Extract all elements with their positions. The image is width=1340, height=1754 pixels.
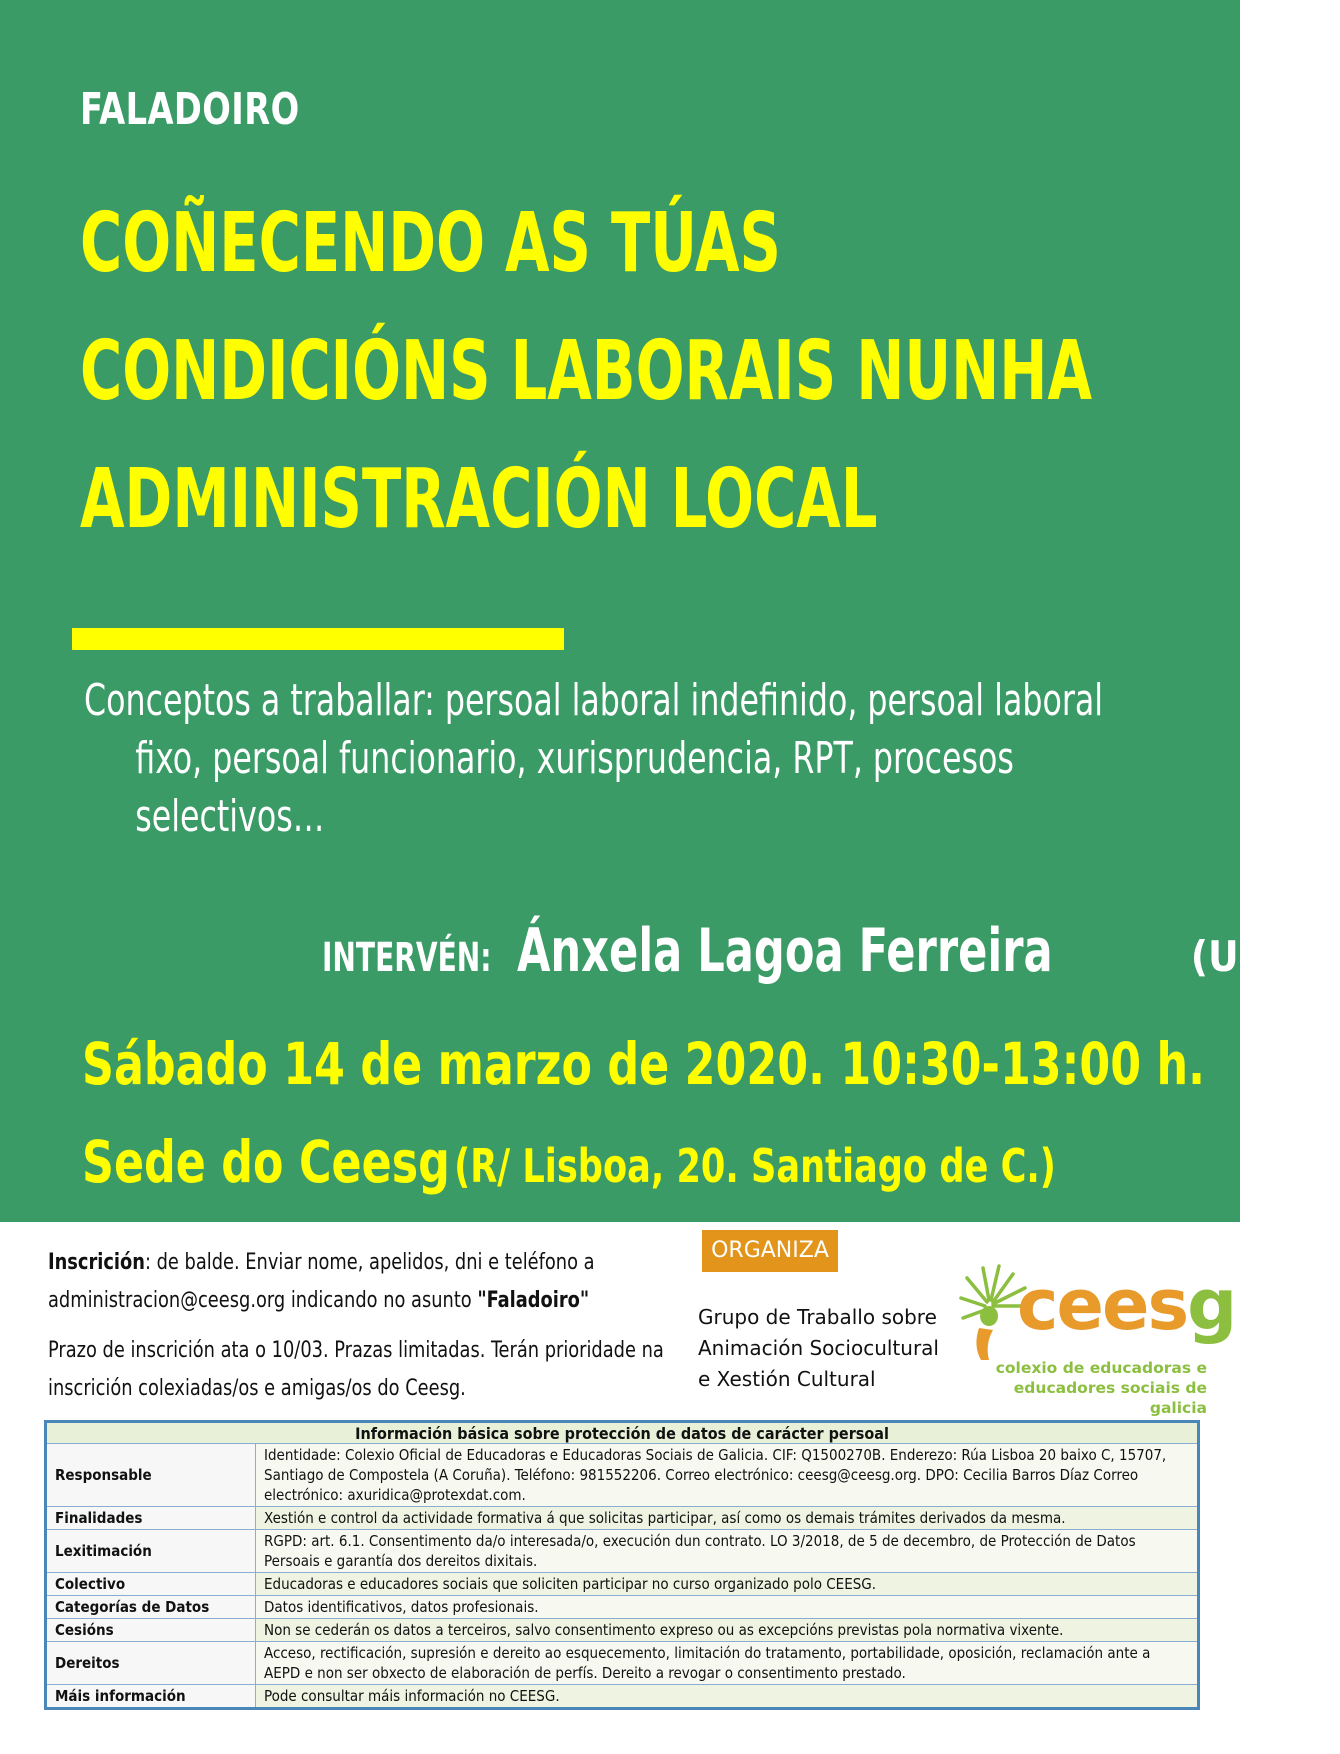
row-value: Datos identificativos, datos profesionais. <box>256 1596 1199 1619</box>
row-key: Máis información <box>46 1685 256 1709</box>
logo-subtitle <box>957 1358 1207 1418</box>
row-value: Pode consultar máis información no CEESG. <box>256 1685 1199 1709</box>
registration-label: Inscrición <box>48 1250 145 1275</box>
table-row <box>46 1507 1199 1530</box>
table-row <box>46 1530 1199 1573</box>
logo-sub-line-1: colexio de educadoras e <box>995 1359 1207 1377</box>
row-key: Responsable <box>46 1444 256 1507</box>
title-line-3: ADMINISTRACIÓN LOCAL <box>80 452 878 547</box>
row-key: Cesións <box>46 1619 256 1642</box>
table-row <box>46 1619 1199 1642</box>
registration-subject: "Faladoiro" <box>477 1288 590 1313</box>
concepts-text: Conceptos a traballar: persoal laboral indefinido, persoal laboral fixo, persoal funcionario, xurisprudencia, RPT, procesos selectivos… <box>84 675 1104 842</box>
speaker-label: INTERVÉN: <box>322 935 492 981</box>
row-value: Non se cederán os datos a terceiros, salvo consentimento expreso ou as excepcións previstas pola normativa vixente. <box>256 1619 1199 1642</box>
table-header: Información básica sobre protección de datos de carácter persoal <box>46 1422 1199 1444</box>
group-line-2: Animación Sociocultural <box>698 1336 939 1360</box>
title-line-2: CONDICIÓNS LABORAIS NUNHA <box>80 324 1093 419</box>
logo-wordmark: ceesg <box>1017 1264 1236 1346</box>
row-value: Educadoras e educadores sociais que soliciten participar no curso organizado polo CEESG. <box>256 1573 1199 1596</box>
organizer-group <box>698 1302 948 1395</box>
row-key: Finalidades <box>46 1507 256 1530</box>
event-date-time: Sábado 14 de marzo de 2020. 10:30-13:00 h. <box>82 1030 1205 1098</box>
registration-paragraph <box>48 1244 669 1320</box>
yellow-divider <box>72 628 564 650</box>
table-row <box>46 1685 1199 1709</box>
data-protection-table <box>44 1420 1200 1710</box>
row-key: Categorías de Datos <box>46 1596 256 1619</box>
row-value: RGPD: art. 6.1. Consentimento da/o interesada/o, execución dun contrato. LO 3/2018, de 5 de decembro, de Protección de Datos Persoais e garantía dos dereitos dixitais. <box>256 1530 1199 1573</box>
group-line-3: e Xestión Cultural <box>698 1367 876 1391</box>
table-row <box>46 1596 1199 1619</box>
logo-wordmark-accent: g <box>1187 1264 1236 1346</box>
table-row <box>46 1642 1199 1685</box>
ceesg-logo <box>955 1262 1236 1417</box>
event-title <box>80 180 1093 564</box>
speaker-org: (USTG) <box>1190 932 1340 981</box>
table-row <box>46 1573 1199 1596</box>
logo-sub-line-2: educadores sociais de galicia <box>1013 1379 1207 1417</box>
venue-address: (R/ Lisboa, 20. Santiago de C.) <box>454 1139 1056 1193</box>
row-key: Dereitos <box>46 1642 256 1685</box>
registration-text: : de balde. Enviar nome, apelidos, dni e teléfono a administracion@ceesg.org indicando no asunto <box>48 1250 595 1313</box>
event-venue <box>82 1128 1056 1196</box>
registration-deadline: Prazo de inscrición ata o 10/03. Prazas limitadas. Terán prioridade na inscrición colexiadas/os e amigas/os do Ceesg. <box>48 1338 664 1401</box>
row-value: Identidade: Colexio Oficial de Educadoras e Educadoras Sociais de Galicia. CIF: Q1500270B. Enderezo: Rúa Lisboa 20 baixo C, 15707, Santiago de Compostela (A Coruña). Teléfono: 981552206. Correo electrónico: ceesg@ceesg.org. DPO: Cecilia Barros Díaz Correo electrónico: axuridica@protexdat.com. <box>256 1444 1199 1507</box>
venue-name: Sede do Ceesg <box>82 1128 450 1196</box>
speaker-name: Ánxela Lagoa Ferreira <box>516 916 1053 986</box>
group-line-1: Grupo de Traballo sobre <box>698 1305 937 1329</box>
row-value: Xestión e control da actividade formativa á que solicitas participar, así como os demais trámites derivados da mesma. <box>256 1507 1199 1530</box>
title-line-1: COÑECENDO AS TÚAS <box>80 196 782 291</box>
table-row <box>46 1444 1199 1507</box>
row-value: Acceso, rectificación, supresión e dereito ao esquecemento, limitación do tratamento, portabilidade, oposición, reclamación ante a AEPD e non ser obxecto de elaboración de perfís. Dereito a revogar o consentimento prestado. <box>256 1642 1199 1685</box>
event-kind: FALADOIRO <box>80 84 300 135</box>
registration-info <box>48 1244 664 1420</box>
row-key: Lexitimación <box>46 1530 256 1573</box>
organizer-badge: ORGANIZA <box>702 1230 838 1272</box>
speaker-line <box>322 916 1340 986</box>
row-key: Colectivo <box>46 1573 256 1596</box>
